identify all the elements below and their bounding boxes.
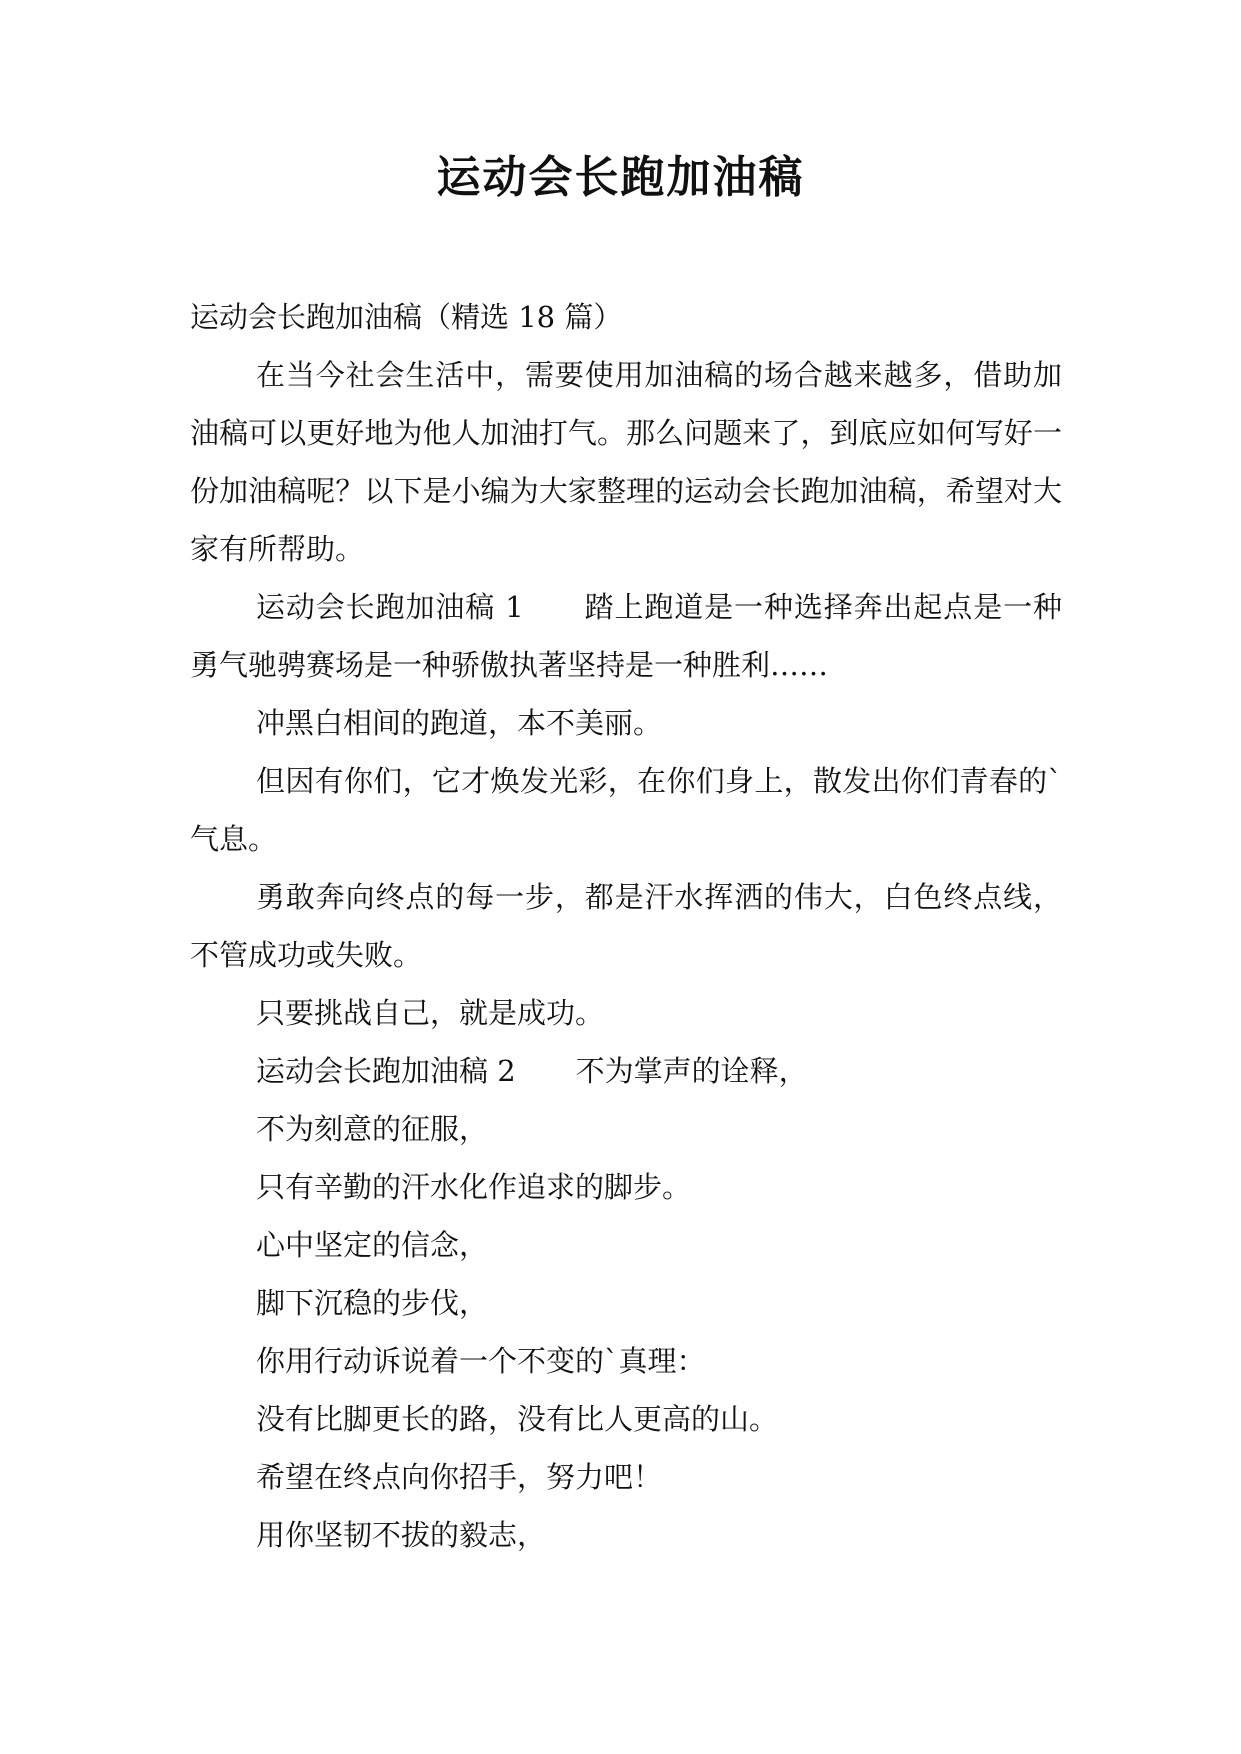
section-1-opening (190, 578, 1062, 694)
intro-paragraph: 在当今社会生活中，需要使用加油稿的场合越来越多，借助加油稿可以更好地为他人加油打气。那么问题来了，到底应如何写好一份加油稿呢？以下是小编为大家整理的运动会长跑加油稿，希望对大家有所帮助。 (190, 358, 1062, 566)
section-2-opening (190, 1042, 1062, 1100)
section-2-line: 用你坚韧不拔的毅志， (256, 1518, 547, 1552)
section-2-line: 脚下沉稳的步伐， (256, 1286, 489, 1320)
document-body (190, 288, 1062, 1564)
section-1-paragraph: 只要挑战自己，就是成功。 (256, 996, 605, 1030)
section-1-heading: 运动会长跑加油稿 1 (256, 590, 524, 624)
section-2-first-text: 不为掌声的诠释， (575, 1054, 808, 1088)
section-1-paragraph: 冲黑白相间的跑道，本不美丽。 (256, 706, 663, 740)
section-2-line: 你用行动诉说着一个不变的`真理： (256, 1344, 706, 1378)
document-title: 运动会长跑加油稿 (436, 152, 805, 203)
section-2-line: 不为刻意的征服， (256, 1112, 489, 1146)
section-2-line: 心中坚定的信念， (256, 1228, 489, 1262)
section-1-paragraph: 但因有你们，它才焕发光彩，在你们身上，散发出你们青春的`气息。 (190, 764, 1062, 856)
section-2-line: 只有辛勤的汗水化作追求的脚步。 (256, 1170, 692, 1204)
section-1-paragraph: 勇敢奔向终点的每一步，都是汗水挥洒的伟大，白色终点线，不管成功或失败。 (190, 880, 1062, 972)
section-1-first-text: 踏上跑道是一种选择奔出起点是一种勇气驰骋赛场是一种骄傲执著坚持是一种胜利…… (190, 590, 1062, 682)
section-2-line: 希望在终点向你招手，努力吧！ (256, 1460, 663, 1494)
section-2-heading: 运动会长跑加油稿 2 (256, 1054, 516, 1088)
document-subtitle: 运动会长跑加油稿（精选 18 篇） (190, 300, 623, 334)
section-2-line: 没有比脚更长的路，没有比人更高的山。 (256, 1402, 779, 1436)
